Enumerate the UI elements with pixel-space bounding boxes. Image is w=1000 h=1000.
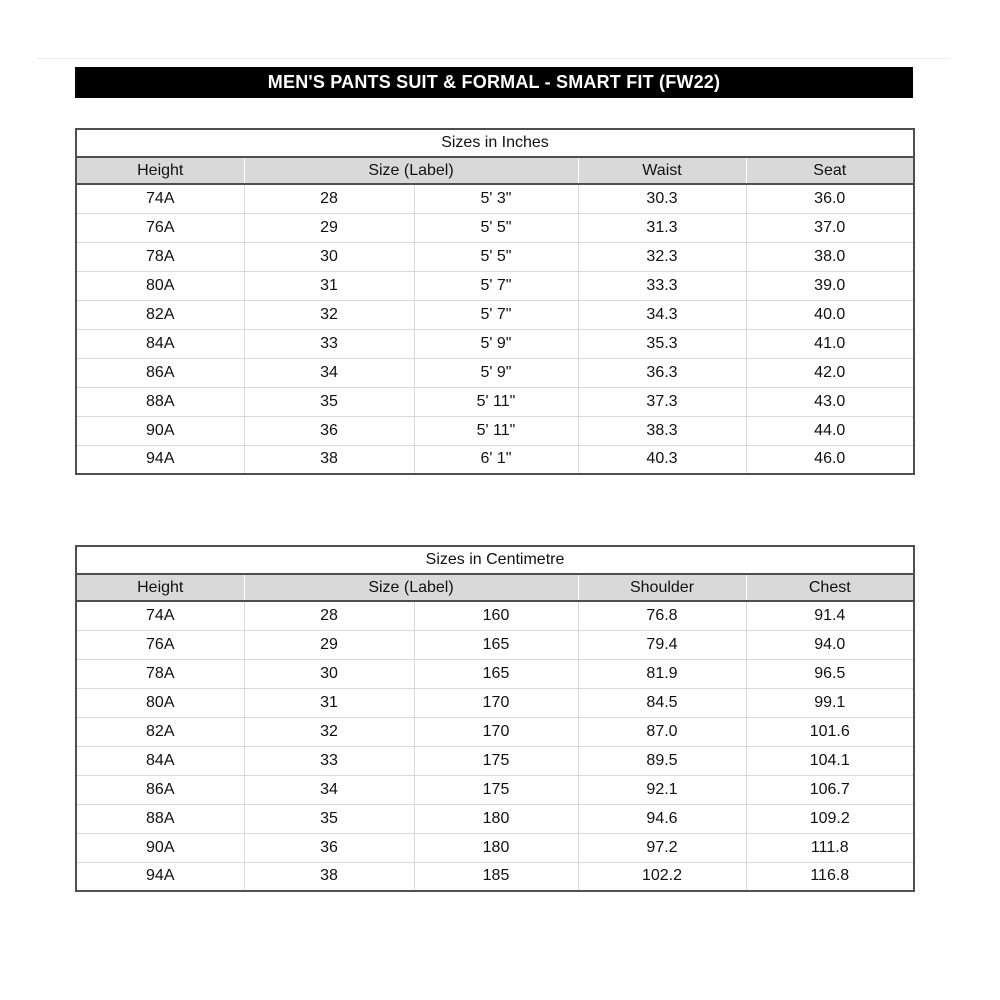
table-cell: 37.3 [578, 387, 746, 416]
table-cell: 88A [76, 387, 244, 416]
table-cell: 36 [244, 416, 414, 445]
table-cell: 29 [244, 630, 414, 659]
centimetre-table [75, 545, 915, 892]
table-cell: 39.0 [746, 271, 914, 300]
table-cell: 90A [76, 416, 244, 445]
table-row [76, 387, 914, 416]
table-cell: 74A [76, 601, 244, 630]
table-cell: 79.4 [578, 630, 746, 659]
table-cell: 38 [244, 445, 414, 474]
table-cell: 94A [76, 862, 244, 891]
title-banner-text: MEN'S PANTS SUIT & FORMAL - SMART FIT (FW22) [267, 72, 721, 92]
table-cell: 30.3 [578, 184, 746, 213]
table-cell: 87.0 [578, 717, 746, 746]
table-cell: 92.1 [578, 775, 746, 804]
table-cell: 84.5 [578, 688, 746, 717]
col-header-seat: Seat [746, 157, 914, 184]
table-row [76, 300, 914, 329]
table-cell: 35.3 [578, 329, 746, 358]
table-row [76, 329, 914, 358]
table-cell: 99.1 [746, 688, 914, 717]
table-cell: 91.4 [746, 601, 914, 630]
table-cell: 32 [244, 717, 414, 746]
table-row [76, 242, 914, 271]
table-cell: 78A [76, 242, 244, 271]
table-row [76, 775, 914, 804]
table-cell: 175 [414, 775, 578, 804]
table-cell: 31.3 [578, 213, 746, 242]
col-header-size-label: Size (Label) [244, 157, 578, 184]
size-table-centimetre [75, 545, 915, 892]
table-cell: 94A [76, 445, 244, 474]
table-cell: 97.2 [578, 833, 746, 862]
table-cell: 46.0 [746, 445, 914, 474]
table-row [76, 659, 914, 688]
col-header-height: Height [76, 157, 244, 184]
table-title-row [76, 129, 914, 157]
table-cell: 5' 9" [414, 329, 578, 358]
table-cell: 89.5 [578, 746, 746, 775]
table-cell: 88A [76, 804, 244, 833]
table-cell: 33 [244, 329, 414, 358]
table-cell: 165 [414, 630, 578, 659]
table-cell: 40.0 [746, 300, 914, 329]
inches-table [75, 128, 915, 475]
table-row [76, 601, 914, 630]
table-cell: 102.2 [578, 862, 746, 891]
table-cell: 33.3 [578, 271, 746, 300]
table-cell: 33 [244, 746, 414, 775]
col-header-chest: Chest [746, 574, 914, 601]
table-cell: 40.3 [578, 445, 746, 474]
table-cell: 104.1 [746, 746, 914, 775]
table-cell: 5' 11" [414, 387, 578, 416]
table-cell: 38 [244, 862, 414, 891]
table-cell: 36.0 [746, 184, 914, 213]
table-header-row [76, 574, 914, 601]
table-cell: 80A [76, 688, 244, 717]
table-cell: 109.2 [746, 804, 914, 833]
table-cell: 175 [414, 746, 578, 775]
title-banner [75, 67, 913, 98]
table-cell: 28 [244, 184, 414, 213]
table-cell: 30 [244, 242, 414, 271]
table-cell: 86A [76, 358, 244, 387]
table-cell: 76A [76, 213, 244, 242]
table-cell: 94.6 [578, 804, 746, 833]
col-header-size-label: Size (Label) [244, 574, 578, 601]
table-cell: 5' 5" [414, 242, 578, 271]
table-cell: 5' 7" [414, 300, 578, 329]
table-header-row [76, 157, 914, 184]
table-row [76, 416, 914, 445]
col-header-waist: Waist [578, 157, 746, 184]
table-cell: 44.0 [746, 416, 914, 445]
table-cell: 101.6 [746, 717, 914, 746]
table-cell: 86A [76, 775, 244, 804]
table-cell: 38.3 [578, 416, 746, 445]
table-cell: 37.0 [746, 213, 914, 242]
table-cell: 36 [244, 833, 414, 862]
size-table-inches [75, 128, 915, 475]
table-cell: 32 [244, 300, 414, 329]
table-cell: 80A [76, 271, 244, 300]
table-cell: 34 [244, 775, 414, 804]
table-cell: 90A [76, 833, 244, 862]
table-cell: 5' 3" [414, 184, 578, 213]
table-cell: 111.8 [746, 833, 914, 862]
table-cell: 35 [244, 387, 414, 416]
col-header-height: Height [76, 574, 244, 601]
table-cell: 6' 1" [414, 445, 578, 474]
table-title: Sizes in Inches [76, 129, 914, 157]
table-row [76, 833, 914, 862]
table-title-row [76, 546, 914, 574]
table-row [76, 746, 914, 775]
table-row [76, 445, 914, 474]
table-cell: 34 [244, 358, 414, 387]
table-cell: 180 [414, 804, 578, 833]
table-cell: 35 [244, 804, 414, 833]
table-cell: 5' 5" [414, 213, 578, 242]
table-cell: 96.5 [746, 659, 914, 688]
table-cell: 36.3 [578, 358, 746, 387]
table-cell: 170 [414, 717, 578, 746]
table-row [76, 213, 914, 242]
table-cell: 76.8 [578, 601, 746, 630]
table-cell: 74A [76, 184, 244, 213]
table-cell: 170 [414, 688, 578, 717]
col-header-shoulder: Shoulder [578, 574, 746, 601]
table-cell: 180 [414, 833, 578, 862]
table-row [76, 358, 914, 387]
table-cell: 31 [244, 688, 414, 717]
table-row [76, 862, 914, 891]
table-row [76, 630, 914, 659]
table-cell: 5' 11" [414, 416, 578, 445]
table-cell: 5' 7" [414, 271, 578, 300]
gridline-artifact [37, 58, 950, 59]
table-cell: 41.0 [746, 329, 914, 358]
table-cell: 32.3 [578, 242, 746, 271]
table-cell: 106.7 [746, 775, 914, 804]
table-cell: 38.0 [746, 242, 914, 271]
table-row [76, 688, 914, 717]
table-cell: 31 [244, 271, 414, 300]
table-cell: 30 [244, 659, 414, 688]
table-cell: 84A [76, 329, 244, 358]
table-cell: 42.0 [746, 358, 914, 387]
table-cell: 29 [244, 213, 414, 242]
table-cell: 160 [414, 601, 578, 630]
table-row [76, 804, 914, 833]
table-cell: 84A [76, 746, 244, 775]
table-cell: 116.8 [746, 862, 914, 891]
table-cell: 81.9 [578, 659, 746, 688]
table-cell: 28 [244, 601, 414, 630]
table-cell: 43.0 [746, 387, 914, 416]
table-cell: 34.3 [578, 300, 746, 329]
table-cell: 82A [76, 300, 244, 329]
table-row [76, 271, 914, 300]
table-row [76, 184, 914, 213]
table-cell: 76A [76, 630, 244, 659]
table-cell: 165 [414, 659, 578, 688]
table-cell: 78A [76, 659, 244, 688]
table-cell: 5' 9" [414, 358, 578, 387]
table-row [76, 717, 914, 746]
table-title: Sizes in Centimetre [76, 546, 914, 574]
table-cell: 94.0 [746, 630, 914, 659]
table-cell: 185 [414, 862, 578, 891]
table-cell: 82A [76, 717, 244, 746]
